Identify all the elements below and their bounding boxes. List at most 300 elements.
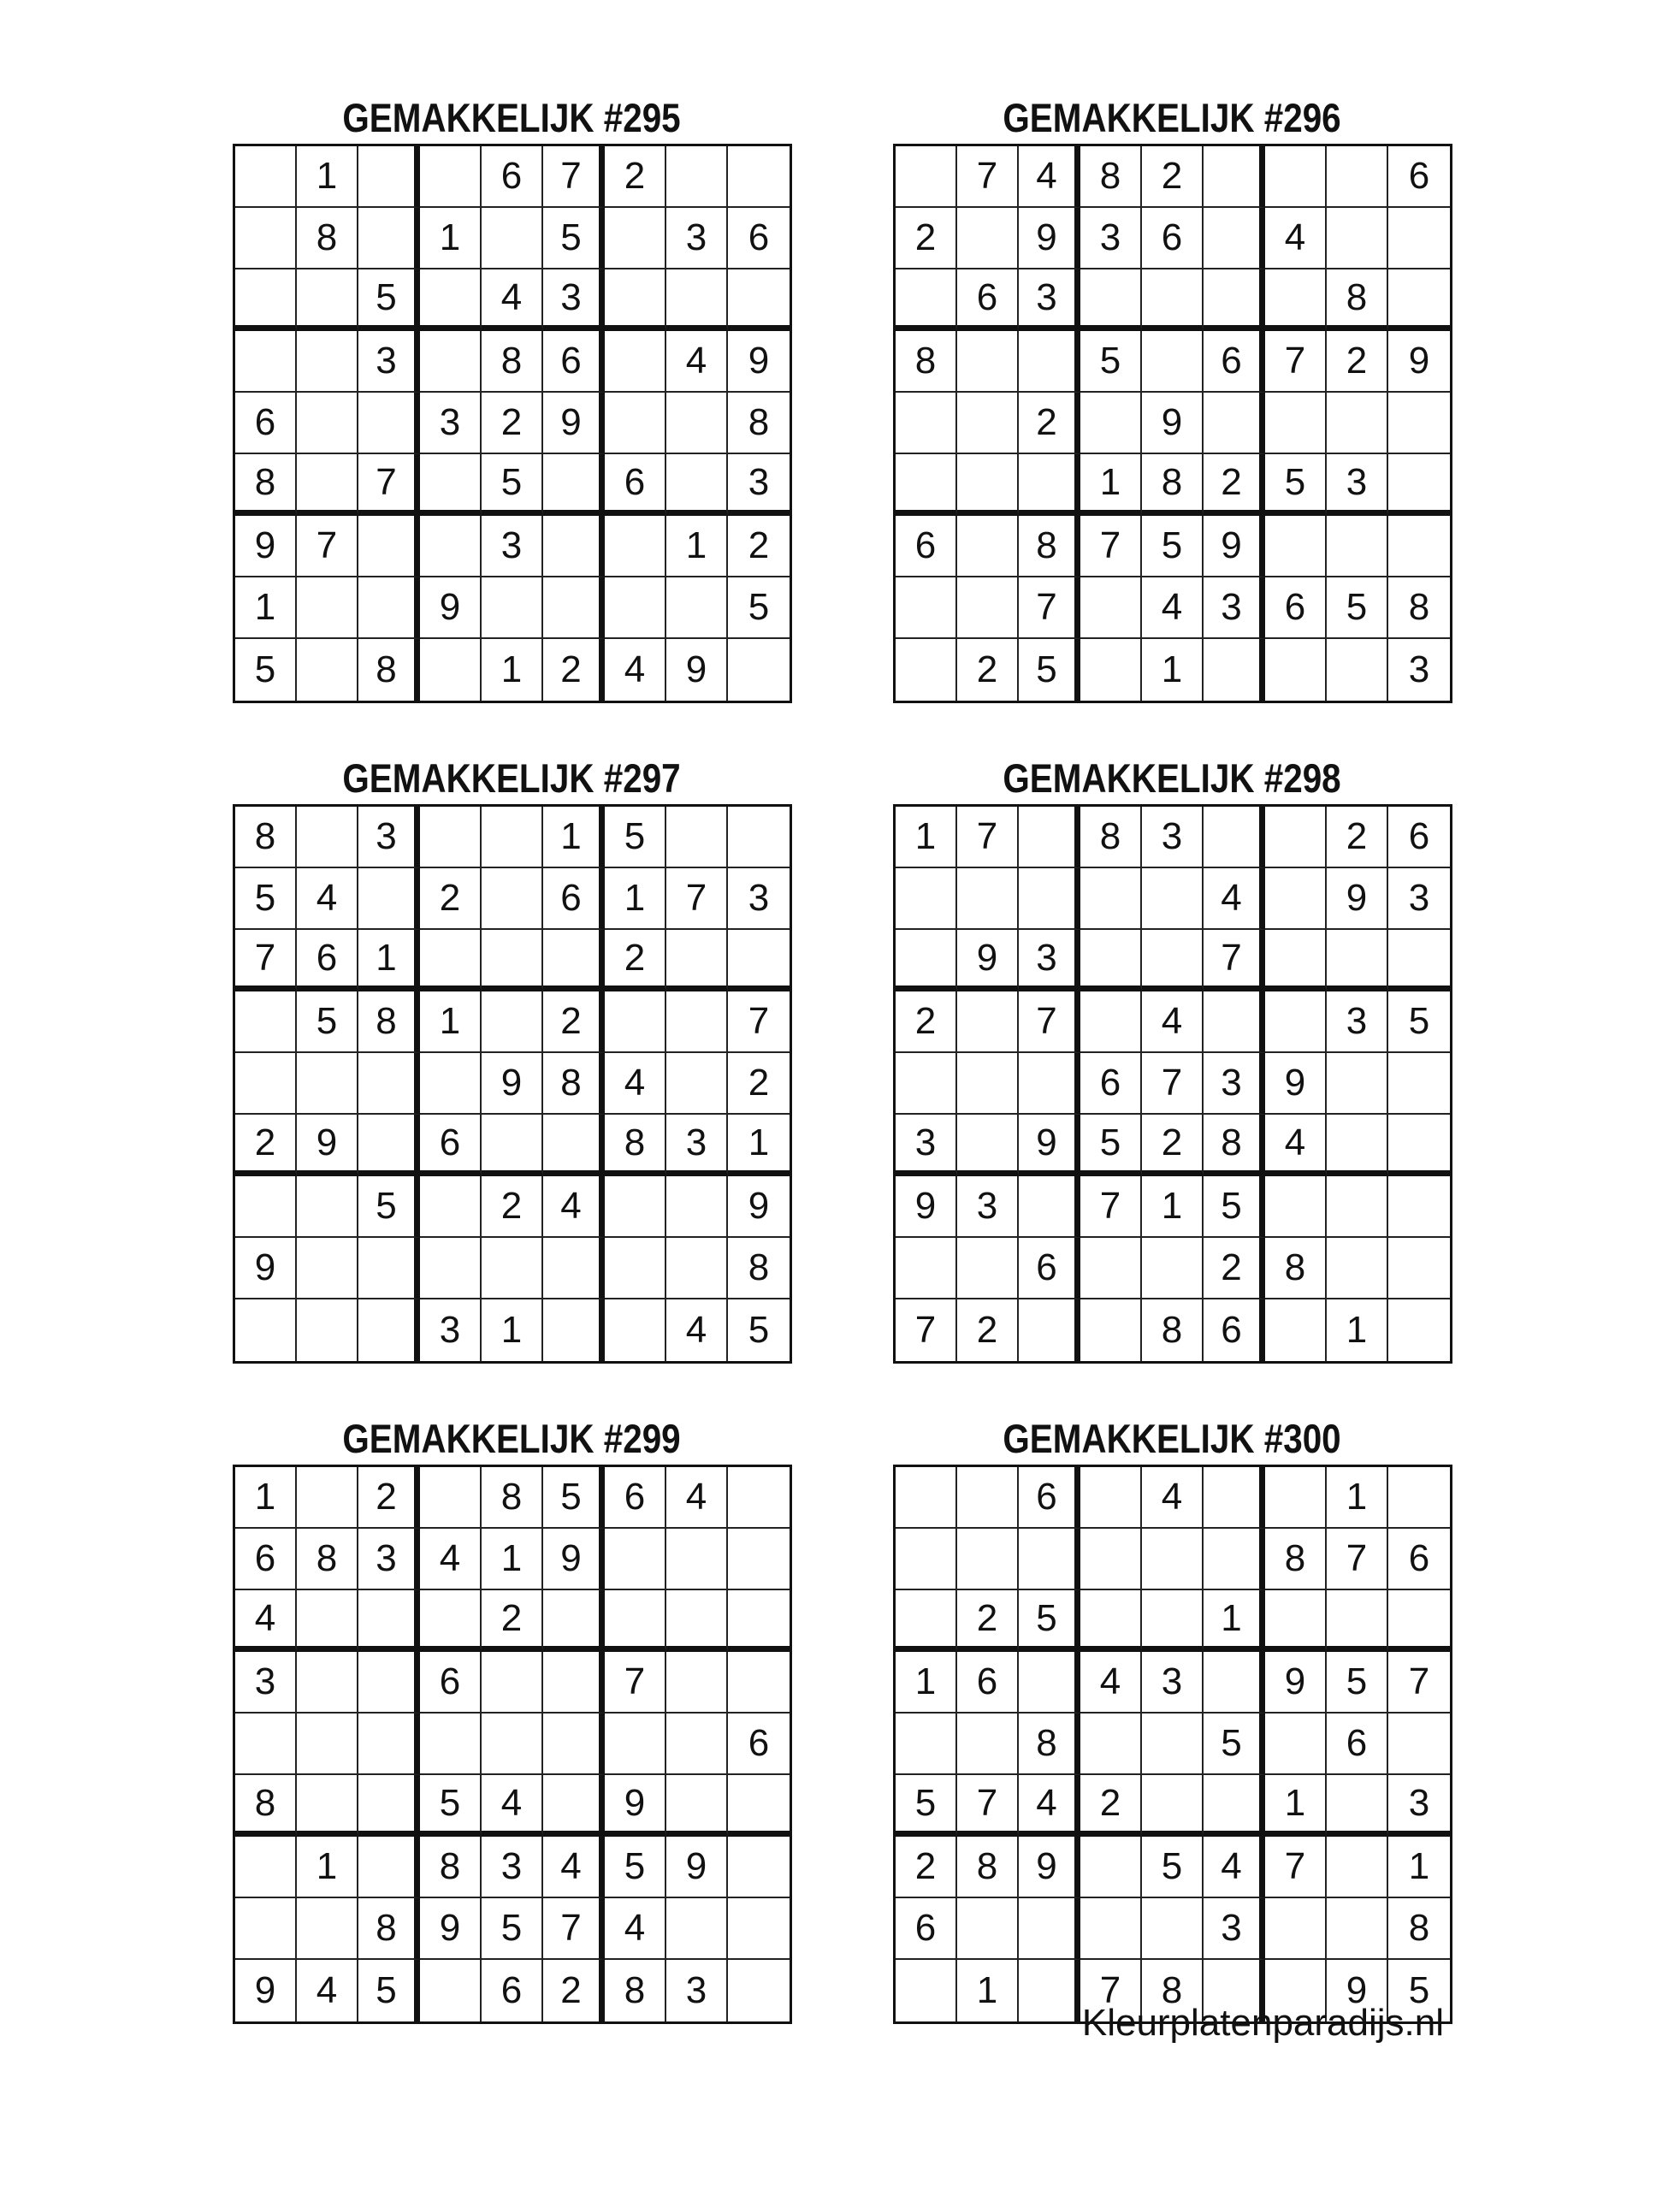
sudoku-cell: 3 (1388, 1775, 1450, 1837)
sudoku-cell: 4 (1265, 1115, 1327, 1176)
sudoku-cell: 7 (666, 868, 728, 930)
sudoku-cell (1019, 868, 1080, 930)
sudoku-cell (1204, 1652, 1265, 1714)
sudoku-cell (297, 807, 358, 868)
sudoku-cell: 2 (358, 1467, 420, 1529)
sudoku-cell (605, 208, 666, 269)
sudoku-cell (420, 516, 482, 577)
sudoku-cell (482, 930, 543, 991)
sudoku-cell: 7 (896, 1299, 957, 1361)
sudoku-cell (1327, 1238, 1388, 1299)
sudoku-cell: 5 (1327, 577, 1388, 639)
sudoku-cell (1142, 868, 1204, 930)
sudoku-cell: 2 (1080, 1775, 1142, 1837)
sudoku-cell: 4 (666, 1467, 728, 1529)
sudoku-cell (666, 1590, 728, 1652)
sudoku-cell: 8 (420, 1837, 482, 1898)
sudoku-cell (235, 1299, 297, 1361)
sudoku-cell (358, 393, 420, 454)
sudoku-cell: 2 (1327, 331, 1388, 393)
sudoku-cell: 8 (1019, 516, 1080, 577)
sudoku-cell: 4 (1204, 1837, 1265, 1898)
sudoku-cell (1204, 1529, 1265, 1590)
sudoku-cell: 5 (482, 454, 543, 516)
sudoku-cell: 2 (543, 639, 605, 701)
sudoku-cell: 9 (1388, 331, 1450, 393)
sudoku-cell: 5 (1142, 516, 1204, 577)
sudoku-cell (896, 930, 957, 991)
sudoku-cell: 2 (896, 991, 957, 1053)
sudoku-cell: 8 (1204, 1115, 1265, 1176)
sudoku-cell (358, 1590, 420, 1652)
sudoku-cell: 2 (482, 393, 543, 454)
sudoku-cell (1080, 639, 1142, 701)
sudoku-cell: 7 (1080, 516, 1142, 577)
sudoku-cell (1265, 639, 1327, 701)
sudoku-cell: 5 (235, 639, 297, 701)
sudoku-cell: 6 (728, 208, 790, 269)
sudoku-cell: 6 (1142, 208, 1204, 269)
sudoku-cell: 9 (543, 393, 605, 454)
sudoku-cell: 4 (1265, 208, 1327, 269)
sudoku-cell (543, 930, 605, 991)
sudoku-cell (297, 269, 358, 331)
sudoku-cell (420, 1467, 482, 1529)
sudoku-cell (1204, 393, 1265, 454)
sudoku-cell (420, 1714, 482, 1775)
sudoku-cell (1080, 1898, 1142, 1960)
sudoku-cell: 1 (420, 991, 482, 1053)
sudoku-cell: 5 (605, 807, 666, 868)
sudoku-cell: 8 (1265, 1238, 1327, 1299)
sudoku-cell: 8 (1327, 269, 1388, 331)
sudoku-cell: 6 (420, 1115, 482, 1176)
sudoku-cell (1142, 1238, 1204, 1299)
sudoku-cell: 6 (420, 1652, 482, 1714)
sudoku-cell: 1 (543, 807, 605, 868)
sudoku-cell (1388, 1714, 1450, 1775)
sudoku-cell: 6 (605, 454, 666, 516)
sudoku-cell: 1 (235, 1467, 297, 1529)
sudoku-cell (605, 1714, 666, 1775)
sudoku-cell (957, 577, 1019, 639)
sudoku-cell: 1 (728, 1115, 790, 1176)
sudoku-cell (358, 208, 420, 269)
sudoku-cell (1265, 393, 1327, 454)
sudoku-cell: 8 (482, 331, 543, 393)
sudoku-cell: 2 (1204, 454, 1265, 516)
sudoku-cell: 9 (1327, 1960, 1388, 2021)
sudoku-cell (235, 991, 297, 1053)
sudoku-cell: 7 (235, 930, 297, 991)
sudoku-cell (605, 1590, 666, 1652)
sudoku-cell (896, 454, 957, 516)
sudoku-cell (605, 516, 666, 577)
sudoku-cell: 9 (1327, 868, 1388, 930)
sudoku-cell (957, 454, 1019, 516)
sudoku-cell: 3 (666, 208, 728, 269)
sudoku-cell (1080, 1529, 1142, 1590)
sudoku-cell: 4 (297, 1960, 358, 2021)
sudoku-cell (482, 208, 543, 269)
sudoku-grid (893, 1465, 1452, 2024)
sudoku-cell: 7 (1019, 577, 1080, 639)
sudoku-cell (1388, 208, 1450, 269)
sudoku-grid (233, 144, 792, 703)
sudoku-cell: 4 (1142, 1467, 1204, 1529)
sudoku-cell (666, 269, 728, 331)
sudoku-cell: 7 (1265, 331, 1327, 393)
sudoku-cell: 1 (420, 208, 482, 269)
sudoku-cell: 2 (1019, 393, 1080, 454)
sudoku-cell (1204, 807, 1265, 868)
sudoku-cell (957, 1115, 1019, 1176)
sudoku-cell (358, 1115, 420, 1176)
sudoku-cell (358, 1299, 420, 1361)
puzzle-title: GEMAKKELIJK #296 (1003, 95, 1341, 140)
sudoku-cell (1080, 577, 1142, 639)
sudoku-cell: 9 (482, 1053, 543, 1115)
puzzle-title: GEMAKKELIJK #297 (342, 755, 681, 801)
sudoku-cell (1327, 516, 1388, 577)
sudoku-cell (297, 454, 358, 516)
sudoku-cell (297, 577, 358, 639)
sudoku-cell (1265, 269, 1327, 331)
sudoku-cell: 2 (543, 991, 605, 1053)
sudoku-cell: 5 (297, 991, 358, 1053)
sudoku-cell (297, 1898, 358, 1960)
sudoku-cell (1265, 930, 1327, 991)
sudoku-cell: 3 (358, 1529, 420, 1590)
sudoku-cell: 4 (605, 1053, 666, 1115)
sudoku-cell: 8 (358, 991, 420, 1053)
sudoku-cell (297, 1299, 358, 1361)
sudoku-cell (605, 1176, 666, 1238)
sudoku-cell (297, 331, 358, 393)
sudoku-cell: 7 (543, 146, 605, 208)
sudoku-cell: 3 (358, 331, 420, 393)
sudoku-cell: 2 (957, 639, 1019, 701)
sudoku-cell: 3 (482, 1837, 543, 1898)
sudoku-cell: 6 (1265, 577, 1327, 639)
sudoku-cell: 8 (297, 1529, 358, 1590)
sudoku-cell (896, 639, 957, 701)
sudoku-cell: 6 (1204, 331, 1265, 393)
sudoku-cell (1327, 393, 1388, 454)
sudoku-cell (358, 577, 420, 639)
sudoku-cell: 2 (1204, 1238, 1265, 1299)
sudoku-cell (297, 1590, 358, 1652)
sudoku-cell: 8 (358, 1898, 420, 1960)
sudoku-cell: 7 (957, 1775, 1019, 1837)
sudoku-cell (1327, 1053, 1388, 1115)
sudoku-cell (896, 1467, 957, 1529)
sudoku-cell: 3 (666, 1960, 728, 2021)
sudoku-cell (420, 454, 482, 516)
sudoku-cell (358, 1714, 420, 1775)
sudoku-cell (957, 516, 1019, 577)
sudoku-cell: 7 (605, 1652, 666, 1714)
sudoku-cell (896, 1529, 957, 1590)
sudoku-cell: 8 (297, 208, 358, 269)
sudoku-cell: 4 (1142, 991, 1204, 1053)
sudoku-cell: 9 (1265, 1652, 1327, 1714)
sudoku-cell (482, 577, 543, 639)
sudoku-cell: 3 (728, 868, 790, 930)
sudoku-cell: 6 (1019, 1467, 1080, 1529)
sudoku-cell (666, 1652, 728, 1714)
sudoku-cell: 4 (605, 639, 666, 701)
sudoku-cell: 1 (235, 577, 297, 639)
sudoku-cell: 5 (235, 868, 297, 930)
sudoku-cell (666, 454, 728, 516)
sudoku-cell (896, 577, 957, 639)
sudoku-cell (605, 577, 666, 639)
sudoku-cell: 8 (896, 331, 957, 393)
sudoku-cell (1142, 1714, 1204, 1775)
sudoku-cell: 9 (1019, 208, 1080, 269)
sudoku-cell (957, 1529, 1019, 1590)
puzzle-title: GEMAKKELIJK #300 (1003, 1416, 1341, 1461)
sudoku-cell: 9 (605, 1775, 666, 1837)
sudoku-cell (728, 269, 790, 331)
sudoku-cell: 7 (957, 146, 1019, 208)
sudoku-cell: 8 (1388, 1898, 1450, 1960)
sudoku-cell: 7 (1142, 1053, 1204, 1115)
sudoku-grid (893, 804, 1452, 1364)
sudoku-cell: 5 (605, 1837, 666, 1898)
sudoku-cell: 4 (605, 1898, 666, 1960)
sudoku-cell (605, 331, 666, 393)
sudoku-cell (605, 1238, 666, 1299)
sudoku-cell: 1 (482, 1529, 543, 1590)
sudoku-cell (297, 1238, 358, 1299)
sudoku-cell (1265, 1590, 1327, 1652)
sudoku-cell: 8 (235, 807, 297, 868)
sudoku-cell: 9 (297, 1115, 358, 1176)
sudoku-cell (957, 1238, 1019, 1299)
sudoku-cell (420, 1960, 482, 2021)
sudoku-cell (605, 1299, 666, 1361)
sudoku-cell: 5 (1080, 1115, 1142, 1176)
sudoku-cell (1327, 930, 1388, 991)
sudoku-cell: 9 (235, 1960, 297, 2021)
sudoku-cell: 5 (896, 1775, 957, 1837)
sudoku-cell: 7 (957, 807, 1019, 868)
sudoku-cell: 8 (1265, 1529, 1327, 1590)
sudoku-cell: 5 (1327, 1652, 1388, 1714)
sudoku-cell (1019, 454, 1080, 516)
sudoku-cell (482, 1652, 543, 1714)
sudoku-cell: 7 (1388, 1652, 1450, 1714)
sudoku-cell: 5 (420, 1775, 482, 1837)
sudoku-cell: 5 (1408, 1969, 1430, 2011)
sudoku-cell: 4 (543, 1837, 605, 1898)
sudoku-cell: 3 (1080, 208, 1142, 269)
sudoku-cell: 9 (1142, 393, 1204, 454)
sudoku-cell (957, 208, 1019, 269)
sudoku-cell: 6 (482, 1960, 543, 2021)
sudoku-cell (358, 1238, 420, 1299)
sudoku-cell: 3 (666, 1115, 728, 1176)
sudoku-cell: 8 (1080, 146, 1142, 208)
sudoku-cell (1080, 1590, 1142, 1652)
sudoku-cell: 6 (605, 1467, 666, 1529)
sudoku-cell (728, 807, 790, 868)
sudoku-cell (1327, 146, 1388, 208)
sudoku-cell: 4 (420, 1529, 482, 1590)
sudoku-cell: 9 (543, 1529, 605, 1590)
sudoku-cell: 2 (420, 868, 482, 930)
sudoku-cell: 6 (957, 1652, 1019, 1714)
sudoku-cell: 3 (1019, 930, 1080, 991)
sudoku-cell: 6 (482, 146, 543, 208)
sudoku-cell (235, 1898, 297, 1960)
sudoku-cell (728, 146, 790, 208)
sudoku-cell (235, 146, 297, 208)
sudoku-cell: 6 (235, 393, 297, 454)
sudoku-cell: 2 (957, 1299, 1019, 1361)
sudoku-cell: 9 (420, 577, 482, 639)
sudoku-cell: 5 (543, 208, 605, 269)
sudoku-cell (420, 331, 482, 393)
sudoku-cell (666, 1898, 728, 1960)
sudoku-cell (1142, 930, 1204, 991)
sudoku-cell: 6 (543, 868, 605, 930)
sudoku-cell (482, 1115, 543, 1176)
sudoku-cell (666, 1529, 728, 1590)
sudoku-cell: 4 (1204, 868, 1265, 930)
sudoku-cell (605, 1529, 666, 1590)
sudoku-cell (1388, 1467, 1450, 1529)
sudoku-cell: 9 (666, 639, 728, 701)
sudoku-cell: 1 (605, 868, 666, 930)
sudoku-cell: 3 (1204, 577, 1265, 639)
sudoku-cell (1388, 1053, 1450, 1115)
sudoku-cell: 8 (235, 454, 297, 516)
sudoku-cell: 7 (1080, 1960, 1142, 2021)
sudoku-cell (1327, 1176, 1388, 1238)
sudoku-cell (666, 1775, 728, 1837)
sudoku-cell (728, 1652, 790, 1714)
sudoku-cell: 1 (482, 639, 543, 701)
sudoku-cell (957, 1898, 1019, 1960)
sudoku-cell: 7 (1204, 930, 1265, 991)
sudoku-cell: 3 (896, 1115, 957, 1176)
sudoku-cell (1265, 807, 1327, 868)
sudoku-cell: 5 (1265, 454, 1327, 516)
sudoku-cell: 5 (748, 1309, 770, 1351)
sudoku-cell (1388, 1238, 1450, 1299)
sudoku-cell: 2 (482, 1176, 543, 1238)
sudoku-cell (957, 1467, 1019, 1529)
sudoku-cell: 2 (605, 146, 666, 208)
sudoku-cell (235, 331, 297, 393)
sudoku-cell: 4 (543, 1176, 605, 1238)
sudoku-cell (666, 1176, 728, 1238)
sudoku-cell: 2 (728, 516, 790, 577)
sudoku-cell: 5 (358, 1960, 420, 2021)
sudoku-cell: 8 (957, 1837, 1019, 1898)
sudoku-cell (1142, 1898, 1204, 1960)
sudoku-cell (297, 1467, 358, 1529)
sudoku-cell: 1 (297, 1837, 358, 1898)
sudoku-cell (728, 1837, 790, 1898)
sudoku-cell (1019, 1529, 1080, 1590)
sudoku-cell (358, 146, 420, 208)
sudoku-cell: 1 (1080, 454, 1142, 516)
sudoku-cell (896, 146, 957, 208)
sudoku-cell (896, 1238, 957, 1299)
sudoku-cell: 2 (957, 1590, 1019, 1652)
sudoku-cell: 8 (605, 1960, 666, 2021)
sudoku-cell: 3 (1019, 269, 1080, 331)
sudoku-cell (957, 393, 1019, 454)
sudoku-cell (358, 516, 420, 577)
sudoku-cell: 9 (728, 1176, 790, 1238)
sudoku-cell: 4 (1019, 1775, 1080, 1837)
sudoku-grid (893, 144, 1452, 703)
sudoku-cell (666, 146, 728, 208)
sudoku-cell (1019, 1960, 1080, 2021)
sudoku-cell: 6 (1204, 1299, 1265, 1361)
sudoku-cell: 3 (482, 516, 543, 577)
puzzle-title: GEMAKKELIJK #298 (1003, 755, 1341, 801)
sudoku-cell (235, 269, 297, 331)
sudoku-cell: 6 (1019, 1238, 1080, 1299)
sudoku-cell (896, 1960, 957, 2021)
sudoku-cell: 8 (1388, 577, 1450, 639)
sudoku-cell: 5 (728, 577, 790, 639)
sudoku-cell: 9 (235, 516, 297, 577)
sudoku-cell: 9 (1019, 1115, 1080, 1176)
sudoku-cell (297, 1775, 358, 1837)
sudoku-cell (1080, 1238, 1142, 1299)
sudoku-cell: 5 (1019, 1590, 1080, 1652)
sudoku-cell: 9 (896, 1176, 957, 1238)
sudoku-cell (605, 269, 666, 331)
sudoku-cell (358, 1652, 420, 1714)
sudoku-cell (728, 1775, 790, 1837)
sudoku-cell: 1 (896, 1652, 957, 1714)
sudoku-cell (1080, 991, 1142, 1053)
sudoku-cell: 5 (543, 1467, 605, 1529)
sudoku-cell (1080, 1837, 1142, 1898)
sudoku-cell: 6 (1080, 1053, 1142, 1115)
sudoku-cell: 9 (957, 930, 1019, 991)
sudoku-cell (1204, 146, 1265, 208)
sudoku-grid (233, 804, 792, 1364)
sudoku-cell (1204, 1775, 1265, 1837)
sudoku-cell: 9 (1204, 516, 1265, 577)
sudoku-cell: 8 (543, 1053, 605, 1115)
sudoku-cell: 3 (1204, 1898, 1265, 1960)
sudoku-cell (358, 868, 420, 930)
sudoku-cell: 4 (1142, 577, 1204, 639)
sudoku-cell: 1 (896, 807, 957, 868)
sudoku-cell (1080, 393, 1142, 454)
sudoku-cell (543, 1238, 605, 1299)
sudoku-cell: 7 (543, 1898, 605, 1960)
sudoku-cell: 8 (1142, 1960, 1204, 2021)
sudoku-cell (1019, 1053, 1080, 1115)
sudoku-cell (1327, 208, 1388, 269)
sudoku-cell: 5 (358, 269, 420, 331)
sudoku-cell (1204, 991, 1265, 1053)
sudoku-cell: 6 (1388, 807, 1450, 868)
sudoku-cell (1019, 1176, 1080, 1238)
sudoku-cell (1388, 1176, 1450, 1238)
